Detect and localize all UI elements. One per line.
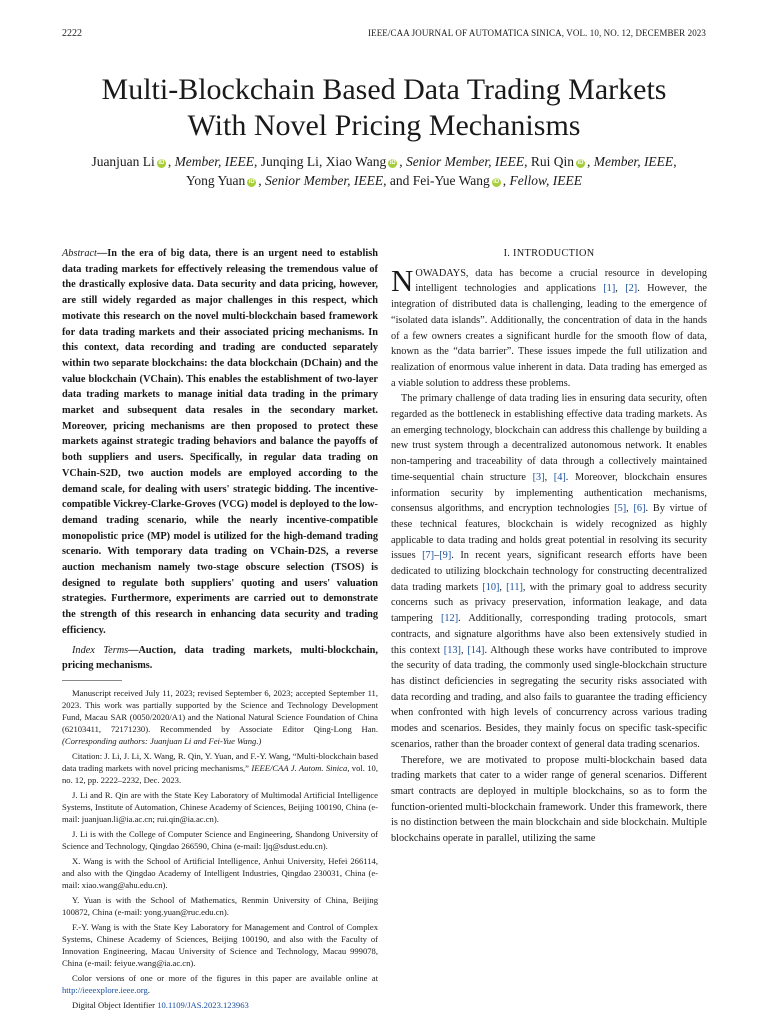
citation-link[interactable]: [9] [439,550,452,562]
intro-paragraph-1 [391,262,707,392]
footnote-affiliation: X. Wang is with the School of Artificial Intelligence, Anhui University, Hefei 266114, and also with the Qingdao Academy of Intelligent Industries, Qingdao 230031, China (e-mail: xiao.wang@ahu.edu.cn). [62,855,378,890]
citation-link[interactable]: [14] [467,644,485,656]
paper-title [40,72,728,144]
footnote-divider [62,680,122,681]
orcid-icon[interactable]: iD [493,179,500,185]
corresponding-authors: (Corresponding authors: Juanjuan Li and Fei-Yue Wang.) [62,735,262,746]
citation-link[interactable]: [7] [422,550,435,562]
citation-link[interactable]: [11] [506,581,523,593]
footnote-manuscript: Manuscript received July 11, 2023; revised September 6, 2023; accepted September 11, 2023. This work was partially supported by the Science and Technology Development Fund, Macau SAR (0050/2020/A1) and the National Natural Science Foundation of China (62103411, 72171230). Recommended by Associate Editor Qing-Long Han. (Corresponding authors: Juanjuan Li and Fei-Yue Wang.) [62,687,378,746]
journal-header: IEEE/CAA JOURNAL OF AUTOMATICA SINICA, VOL. 10, NO. 12, DECEMBER 2023 [368,28,706,38]
orcid-icon[interactable]: iD [577,160,584,166]
footnote-affiliation: F.-Y. Wang is with the State Key Laboratory for Management and Control of Complex Systems, Chinese Academy of Sciences, Beijing 100190, and also with the Faculty of Innovation Engineering, Macau University of Science and Technology, Macau 999078, China (e-mail: feiyue.wang@ia.ac.cn). [62,921,378,968]
drop-cap: N [391,262,414,298]
title-line-1: Multi-Blockchain Based Data Trading Markets [101,73,667,106]
footnote-citation: Citation: J. Li, J. Li, X. Wang, R. Qin, Y. Yuan, and F.-Y. Wang, “Multi-blockchain based data trading markets with novel pricing mechanisms,” IEEE/CAA J. Autom. Sinica, vol. 10, no. 12, pp. 2222–2232, Dec. 2023. [62,750,379,785]
author-line-1: Juanjuan Li iD , Member, IEEE, Junqing Li, Xiao Wang iD , Senior Member, IEEE, Rui Qin iD , Member, IEEE, [91,154,677,169]
author-name: Yong Yuan [185,173,246,188]
right-column [391,246,707,847]
orcid-icon[interactable]: iD [389,160,396,166]
intro-paragraph-2: The primary challenge of data trading lies in ensuring data security, often regarded as the bottleneck in establishing effective data trading markets. As an emerging technology, blockchain can address this challenge by building a new trust system through a decentralized autonomous network. It enables non-tampering and traceability of data through a collectively maintained time-sequential chain structure [3], [4]. Moreover, blockchain ensures information security by implementing authentication mechanisms, consensus algorithms, and encryption technologies [5], [6]. By virtue of these technical features, blockchain is widely recognized as highly applicable to data trading and holds great potential in resolving its security issues [7]–[9]. In recent years, significant research efforts have been dedicated to utilizing blockchain technology for constructing decentralized data trading markets [10], [11], with the primary goal to address security concerns such as privacy preservation, information leakage, and data tampering [12]. Additionally, corresponding trading protocols, smart contracts, and signature algorithms have also been extensively studied in this context [13], [14]. Although these works have contributed to improve the security of data trading, the commonly used single-blockchain structure has distinct deficiencies in segregating the security risks associated with data recording and trading, and also fails to guarantee the trading efficiency when confronted with high levels of concurrency across various trading modes and scenarios. Besides, they mainly focus on specific task-specific scenarios, rather than the broader context of general data trading scenarios. [391,393,707,750]
footnote-doi: Digital Object Identifier 10.1109/JAS.2023.123963 [72,999,249,1010]
orcid-icon[interactable]: iD [158,160,165,166]
page-number: 2222 [62,28,82,39]
ieeexplore-link[interactable]: http://ieeexplore.ieee.org [62,984,148,995]
citation-link[interactable]: [3] [532,471,545,483]
citation-link[interactable]: [13] [443,644,461,656]
author-list [40,152,728,190]
footnote-affiliation: Y. Yuan is with the School of Mathematics, Renmin University of China, Beijing 100872, China (e-mail: yong.yuan@ruc.edu.cn). [62,894,378,917]
citation-link[interactable]: [4] [553,471,566,483]
citation-link[interactable]: [2] [625,283,638,295]
citation-link[interactable]: [5] [614,503,627,515]
author-name: Juanjuan Li [91,154,155,169]
footnote-affiliation: J. Li and R. Qin are with the State Key Laboratory of Multimodal Artificial Intelligence Systems, Institute of Automation, Chinese Academy of Sciences, Beijing 100190, China (e-mail: juanjuan.li@ia.ac.cn; rui.qin@ia.ac.cn). [62,789,378,824]
abstract-text: In the era of big data, there is an urgent need to establish data trading markets for effectively releasing the tremendous value of the drastically explosive data. Data security and data pricing, however, are still widely regarded as major challenges in this respect, which motivate this research on the novel multi-blockchain based framework for data trading markets and their associated pricing mechanisms. In this context, data recording and trading are conducted separately within two separate blockchains: the data blockchain (DChain) and the value blockchain (VChain). This enables the establishment of two-layer data trading markets to manage initial data trading in the primary market and subsequent data resales in the secondary market. Moreover, pricing mechanisms are then proposed to protect these markets against strategic trading behaviors and balance the payoffs of both suppliers and users. Specifically, in regular data trading on VChain-S2D, two auction models are employed according to the demand scale, for dealing with users' strategic bidding. The incentive-compatible Vickrey-Clarke-Groves (VCG) model is deployed to the low-demand trading scenario, while the nearly incentive-compatible monopolistic price (MP) model is utilized for the high-demand trading scenario. With temporary data trading on VChain-D2S, a reverse auction mechanism namely two-stage obscure selection (TSOS) is designed to regulate both suppliers' quoting and users' valuation strategies. Furthermore, experiments are carried out to demonstrate the strength of this research in enhancing data security and trading efficiency. [62,248,378,636]
abstract: Abstract—In the era of big data, there is an urgent need to establish data trading markets for effectively releasing the tremendous value of the drastically explosive data. Data security and data pricing, however, are still widely regarded as major challenges in this respect, which motivate this research on the novel multi-blockchain based framework for data trading markets and their associated pricing mechanisms. In this context, data recording and trading are conducted separately within two separate blockchains: the data blockchain (DChain) and the value blockchain (VChain). This enables the establishment of two-layer data trading markets to manage initial data trading in the primary market and subsequent data resales in the secondary market. Moreover, pricing mechanisms are then proposed to protect these markets against strategic trading behaviors and balance the payoffs of both suppliers and users. Specifically, in regular data trading on VChain-S2D, two auction models are employed according to the demand scale, for dealing with users' strategic bidding. The incentive-compatible Vickrey-Clarke-Groves (VCG) model is deployed to the low-demand trading scenario, while the nearly incentive-compatible monopolistic price (MP) model is utilized for the high-demand trading scenario. With temporary data trading on VChain-D2S, a reverse auction mechanism namely two-stage obscure selection (TSOS) is designed to regulate both suppliers' quoting and users' valuation strategies. Furthermore, experiments are carried out to demonstrate the strength of this research in enhancing data security and trading efficiency. [62,248,378,636]
left-column [62,246,378,1014]
author-role: Member, IEEE [174,154,255,169]
footnote-affiliation: J. Li is with the College of Computer Science and Engineering, Shandong University of Science and Technology, Qingdao 266590, China (e-mail: ljq@sdust.edu.cn). [62,828,378,851]
abstract-label: Abstract [62,248,97,259]
citation-link[interactable]: [6] [633,503,646,515]
index-terms-text: Auction, data trading markets, multi-blockchain, pricing mechanisms. [62,644,378,672]
author-name: Xiao Wang [325,154,387,169]
citation-link[interactable]: [12] [440,613,459,625]
author-name: Rui Qin [530,154,574,169]
author-name: Junqing Li [260,154,319,169]
paragraph-body: OWADAYS, data has become a crucial resource in developing intelligent technologies and applications [1], [2]. However, the integration of distributed data is challenging, leading to the emergence of “isolated data islands”. Additionally, the concentration of data in the hands of a few owners creates a significant hurdle for the smooth flow of data, known as the “data barrier”. These issues impede the full utilization and realization of enormous value inherent in data. Data trading has emerged as a viable solution to address these problems. [391,267,707,389]
citation-link[interactable]: [10] [482,581,500,593]
author-role: Member, IEEE [593,154,674,169]
title-line-2: With Novel Pricing Mechanisms [187,109,581,142]
doi-link[interactable]: 10.1109/JAS.2023.123963 [157,999,249,1010]
author-role: Fellow, IEEE [509,173,582,188]
orcid-icon[interactable]: iD [248,179,255,185]
author-line-2: Yong Yuan iD , Senior Member, IEEE, and Fei-Yue Wang iD , Fellow, IEEE [185,173,582,188]
citation-link[interactable]: [1] [603,283,616,295]
intro-paragraph-3: Therefore, we are motivated to propose multi-blockchain based data trading markets that cater to a wider range of general scenarios. Different smart contracts are deployed in multiple blockchains, so as to form the function-oriented multi-blockchain framework. Under this framework, there is no distinction between the main blockchain and side blockchain. Multiple blockchains operate in parallel, utilizing the same [391,754,707,845]
author-role: Senior Member, IEEE [265,173,384,188]
author-role: Senior Member, IEEE [405,154,525,169]
index-terms-label: Index Terms [72,644,129,656]
section-heading: I. INTRODUCTION [503,248,595,259]
index-terms: Index Terms—Auction, data trading markets, multi-blockchain, pricing mechanisms. [62,644,378,672]
author-name: Fei-Yue Wang [412,173,490,188]
footnote-color-versions: Color versions of one or more of the figures in this paper are available online at http://ieeexplore.ieee.org. [62,972,378,995]
